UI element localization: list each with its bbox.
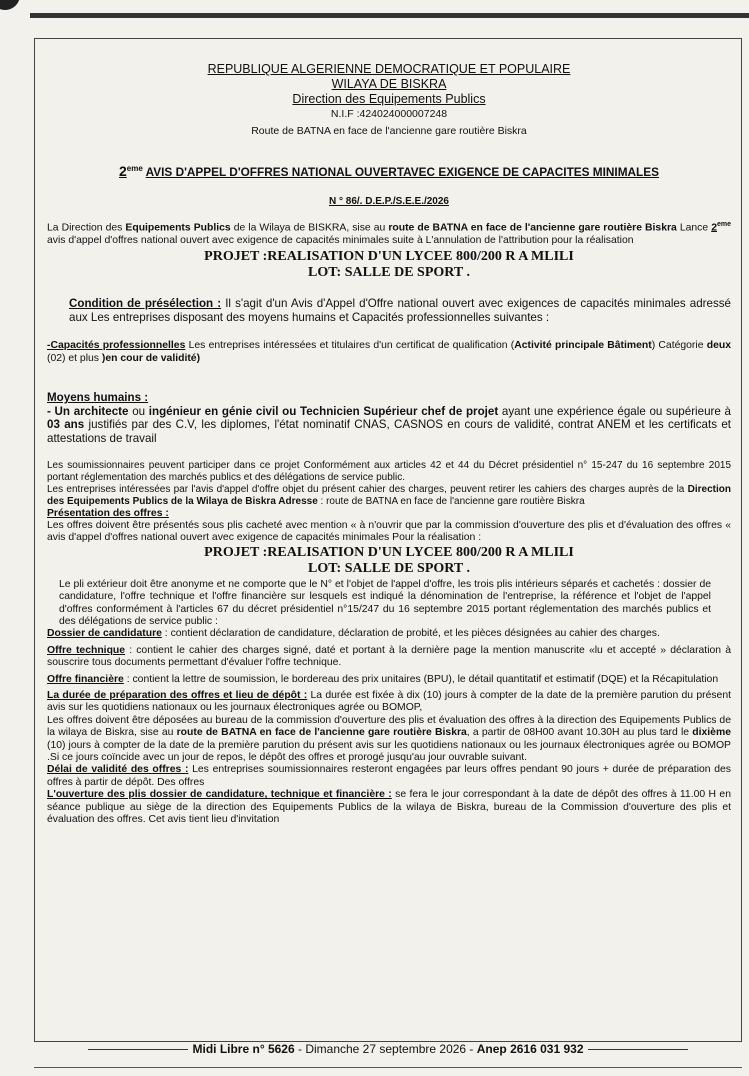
cahier-direction: Direction des Equipements Publics de la Wilaya de Biskra Adresse xyxy=(47,483,731,507)
intro-sup: eme xyxy=(716,220,731,228)
presentation-heading: Présentation des offres : xyxy=(47,507,169,519)
validite-paragraph xyxy=(47,764,731,789)
intro-text: Lance xyxy=(676,222,712,234)
intro-address: route de BATNA en face de l'ancienne gare routière Biskra xyxy=(388,222,677,234)
capacites-paragraph xyxy=(47,340,731,365)
depot-text: Les offres doivent être déposées au bureau de la commission d'ouverture des plis et évaluation des offres à la direction des Equipements Publics de la wilaya de Biskra, sise au xyxy=(47,714,731,739)
financiere-paragraph xyxy=(47,674,731,686)
footer-date: - Dimanche 27 septembre 2026 - xyxy=(294,1042,477,1056)
footer-journal: Midi Libre n° 5626 xyxy=(192,1042,295,1056)
technique-paragraph xyxy=(47,645,731,670)
duree-text: La durée est fixée à dix (10) jours à compter de la date de la première parution du présent avis sur les quotidiens nationaux ou les journaux électroniques agrée ou BOMOP, xyxy=(47,690,731,714)
intro-number: 2 xyxy=(711,222,717,234)
project-lot-repeat: LOT: SALLE DE SPORT . xyxy=(308,560,470,576)
ouverture-label: L'ouverture des plis dossier de candidature, technique et financière : xyxy=(47,789,392,801)
republic-heading: REPUBLIQUE ALGERIENNE DEMOCRATIQUE ET POPULAIRE xyxy=(207,62,571,76)
title-superscript: eme xyxy=(126,164,143,173)
footer-rule-left xyxy=(88,1049,188,1050)
soumission-paragraph: Les soumissionnaires peuvent participer dans ce projet Conformément aux articles 42 et 44 du Décret présidentiel n° 15-247 du 16 septembre 2015 portant réglementation des marchés publics et des délégations de service public. xyxy=(47,459,731,483)
dossier-label: Dossier de candidature xyxy=(47,628,162,640)
presentation-paragraph: Les offres doivent être présentés sous plis cacheté avec mention « à n'ouvrir que par la commission d'ouverture des plis et d'évaluation des offres « avis d'appel d'offres national ouvert avec exigence de capacités minimales Pour la réalisation : xyxy=(47,519,731,544)
intro-direction: Equipements Publics xyxy=(125,222,231,234)
depot-paragraph xyxy=(47,715,731,765)
project-name: PROJET :REALISATION D'UN LYCEE 800/200 R A MLILI xyxy=(204,249,574,265)
financiere-text: : contient la lettre de soumission, le bordereau des prix unitaires (BPU), le détail quantitatif et estimatif (DQE) et la Récapitulation xyxy=(123,673,719,685)
title-text: AVIS D'APPEL D'OFFRES NATIONAL OUVERTAVEC EXIGENCE DE CAPACITES MINIMALES xyxy=(145,164,659,179)
notice-content xyxy=(47,62,731,827)
depot-text: (10) jours à compter de la date de la première parution du présent avis sur les quotidiens nationaux ou les journaux électroniques agrée ou BOMOP .Si ce jours coïncide avec un jour de repos, le dépôt des offres et prorogé jusqu'au jour ouvrable suivant. xyxy=(47,739,731,764)
depot-address: route de BATNA en face de l'ancienne gare routière Biskra xyxy=(176,727,467,739)
notice-title xyxy=(47,161,731,180)
capacites-text: ) Catégorie xyxy=(651,340,707,352)
top-rule xyxy=(30,13,749,18)
intro-text: avis d'appel d'offres national ouvert avec exigence de capacités minimales suite à L'annulation de l'attribution pour la réalisation xyxy=(47,234,634,246)
cahier-paragraph xyxy=(47,484,731,508)
publication-footer xyxy=(34,1042,742,1056)
nif-number: N.I.F :424024000007248 xyxy=(330,108,448,120)
moyens-years: 03 ans xyxy=(47,418,85,432)
depot-deadline: dixième xyxy=(692,727,731,739)
validite-label: Délai de validité des offres : xyxy=(47,764,189,776)
pli-paragraph: Le pli extérieur doit être anonyme et ne comporte que le N° et l'objet de l'appel d'offre, les trois plis intérieurs séparés et cachetés : dossier de candidature, l'offre technique et l'offre financière sur lesquels est indiqué la dénomination de l'entreprise, la référence et l'objet de l'appel d'offres conformément à l'articles 67 du décret présidentiel n°15/247 du 16 septembre 2015 portant réglementation des marchés publics et des délégations de service public : xyxy=(59,578,711,628)
project-lot: LOT: SALLE DE SPORT . xyxy=(308,265,470,281)
moyens-label xyxy=(47,391,731,405)
condition-label: Condition de présélection : xyxy=(69,297,222,311)
moyens-text: justifiés par des C.V, les diplomes, l'état nominatif CNAS, CASNOS en cours de validité, contrat ANEM et les certificats et attestations de travail xyxy=(47,418,731,445)
capacites-activity: Activité principale Bâtiment xyxy=(514,340,652,352)
project-name-repeat: PROJET :REALISATION D'UN LYCEE 800/200 R A MLILI xyxy=(204,544,574,560)
dossier-paragraph xyxy=(47,628,731,640)
intro-paragraph xyxy=(47,219,731,247)
ouverture-paragraph xyxy=(47,789,731,826)
title-number: 2 xyxy=(118,162,127,179)
intro-text: La Direction des xyxy=(47,222,126,234)
header-address: Route de BATNA en face de l'ancienne gare routière Biskra xyxy=(251,125,527,137)
validite-text: Les entreprises soumissionnaires resteront engagées par leurs offres pendant 90 jours + durée de préparation des offres à partir de dépôt. Des offres xyxy=(47,764,732,788)
moyens-text: ou xyxy=(128,404,149,418)
condition-text: Il s'agit d'un Avis d'Appel d'Offre national ouvert avec exigences de capacités minimales adressé aux Les entreprises disposant des moyens humains et Capacités professionnelles suivantes : xyxy=(69,297,731,324)
moyens-heading: Moyens humains : xyxy=(47,391,149,405)
presentation-label xyxy=(47,508,731,520)
depot-text: , a partir de 08H00 avant 10.30H au plus tard le xyxy=(466,727,693,739)
corner-mark xyxy=(0,0,20,10)
capacites-text: Les entreprises intéressées et titulaires d'un certificat de qualification ( xyxy=(185,340,515,352)
top-bar xyxy=(0,0,749,22)
cahier-text: : route de BATNA en face de l'ancienne gare routière Biskra xyxy=(317,495,585,507)
moyens-engineer: ingénieur en génie civil ou Technicien Supérieur chef de projet xyxy=(148,404,499,418)
direction-heading: Direction des Equipements Publics xyxy=(292,92,486,106)
intro-text: de la Wilaya de BISKRA, sise au xyxy=(230,222,389,234)
moyens-architect: - Un architecte xyxy=(47,404,129,418)
wilaya-heading: WILAYA DE BISKRA xyxy=(331,77,447,91)
technique-label: Offre technique xyxy=(47,644,126,656)
moyens-paragraph xyxy=(47,405,731,446)
footer-anep: Anep 2616 031 932 xyxy=(476,1042,584,1056)
capacites-text: (02) et plus xyxy=(47,352,102,364)
duree-label: La durée de préparation des offres et lieu de dépôt : xyxy=(47,690,308,702)
ouverture-text: se fera le jour correspondant à la date de dépôt des offres à 11.00 H en séance publique au siège de la direction des Equipements Publics de la wilaya de Biskra, bureau de la Commission d'ouverture des plis et évaluation des offres. Cet avis tient lieu d'invitation xyxy=(47,789,731,826)
cahier-text: Les entreprises intéressées par l'avis d'appel d'offre objet du présent cahier des charges, peuvent retirer les cahiers des charges auprès de la xyxy=(47,483,688,495)
moyens-text: ayant une expérience égale ou supérieure à xyxy=(498,404,731,418)
technique-text: : contient le cahier des charges signé, daté et portant à la dernière page la mention manuscrite «lu et accepté » déclaration à souscrire tous documents permettant d'évaluer l'offre technique. xyxy=(47,644,731,669)
notice-reference: N ° 86/. D.E.P./S.E.E./2026 xyxy=(329,195,449,207)
bottom-rule xyxy=(34,1067,742,1068)
capacites-label: -Capacités professionnelles xyxy=(47,340,186,352)
capacites-category: deux xyxy=(706,340,731,352)
capacites-validity: )en cour de validité) xyxy=(101,352,201,364)
duree-paragraph xyxy=(47,690,731,715)
footer-rule-right xyxy=(588,1049,688,1050)
condition-paragraph xyxy=(47,297,731,324)
financiere-label: Offre financière xyxy=(47,673,124,685)
header xyxy=(47,62,731,139)
dossier-text: : contient déclaration de candidature, déclaration de probité, et les pièces désignées au cahier des charges. xyxy=(161,628,660,640)
